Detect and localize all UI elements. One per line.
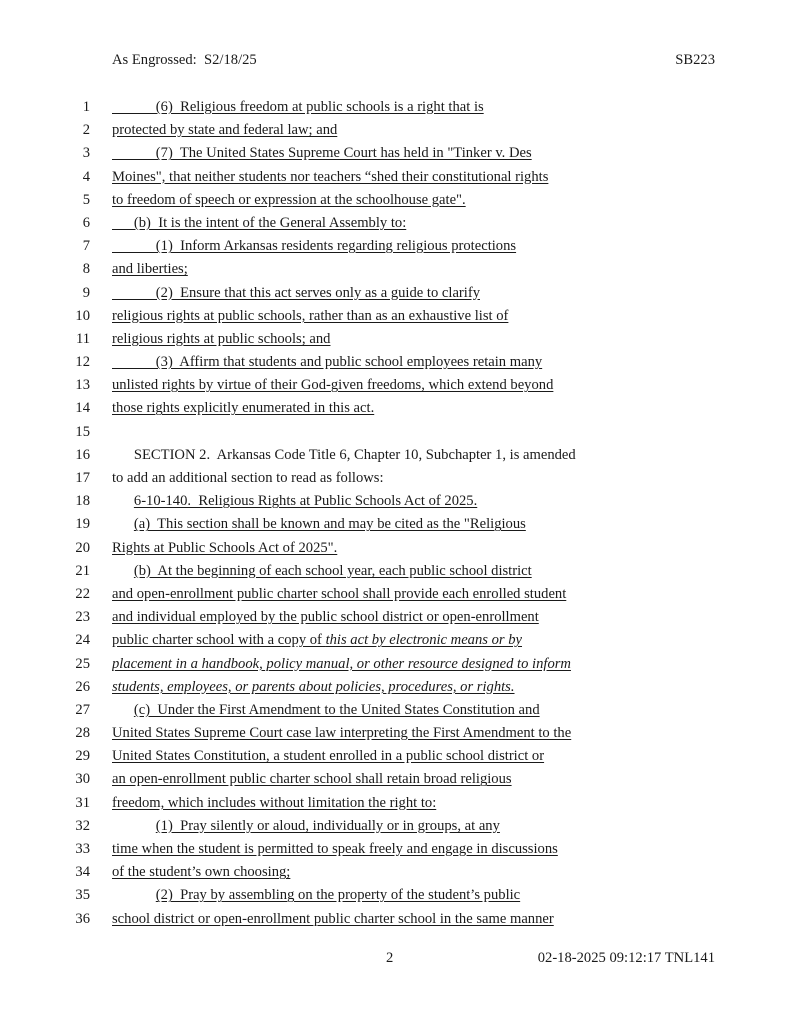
bill-line <box>0 861 791 884</box>
line-text-segment: this act by electronic means or by <box>325 632 523 649</box>
bill-line <box>0 351 791 374</box>
line-number: 29 <box>75 748 90 765</box>
line-text <box>112 351 721 374</box>
bill-text-body <box>0 96 791 931</box>
line-text-segment: (2) Pray by assembling on the property of the student’s public <box>155 887 521 904</box>
bill-line <box>0 374 791 397</box>
line-text-segment: United States Supreme Court case law interpreting the First Amendment to the <box>112 725 572 742</box>
line-text-segment: (1) Pray silently or aloud, individually or in groups, at any <box>155 817 500 834</box>
bill-line <box>0 305 791 328</box>
line-number: 25 <box>75 655 90 672</box>
line-number: 15 <box>75 423 90 440</box>
line-text <box>112 328 721 351</box>
bill-line <box>0 96 791 119</box>
line-text-segment: (2) Ensure that this act serves only as a guide to clarify <box>112 284 480 301</box>
line-number: 33 <box>75 841 90 857</box>
bill-line <box>0 815 791 838</box>
line-text <box>112 490 721 513</box>
bill-line <box>0 119 791 142</box>
bill-line <box>0 884 791 907</box>
line-text-segment <box>112 818 156 834</box>
line-number: 19 <box>75 516 90 533</box>
line-text-segment: an open-enrollment public charter school shall retain broad religious <box>112 771 512 788</box>
line-number: 14 <box>75 400 90 417</box>
line-text-segment <box>112 516 134 532</box>
bill-line <box>0 768 791 791</box>
line-number: 27 <box>75 701 90 718</box>
line-number: 24 <box>75 632 90 649</box>
line-text-segment: public charter school with a copy of <box>112 632 326 649</box>
bill-line <box>0 629 791 652</box>
bill-line <box>0 490 791 513</box>
line-text-segment: and open-enrollment public charter school shall provide each enrolled student <box>112 585 567 602</box>
engrossed-header: As Engrossed: S2/18/25 <box>112 52 257 68</box>
line-text <box>112 861 721 884</box>
line-text <box>112 282 721 305</box>
line-text <box>112 235 721 258</box>
line-number: 28 <box>75 725 90 742</box>
line-text-segment: unlisted rights by virtue of their God-given freedoms, which extend beyond <box>112 377 554 394</box>
line-text-segment: Rights at Public Schools Act of 2025". <box>112 539 338 556</box>
line-text-segment: protected by state and federal law; and <box>112 122 338 139</box>
line-text <box>112 397 721 420</box>
line-number: 3 <box>82 145 90 162</box>
bill-line <box>0 258 791 281</box>
bill-line <box>0 282 791 305</box>
line-text <box>112 606 721 629</box>
bill-line <box>0 606 791 629</box>
line-text <box>112 699 721 722</box>
line-text <box>112 96 721 119</box>
line-number: 34 <box>75 864 90 881</box>
line-number: 21 <box>75 562 90 579</box>
line-text-segment: religious rights at public schools; and <box>112 330 331 347</box>
line-number: 30 <box>75 771 90 788</box>
bill-line <box>0 722 791 745</box>
line-text-segment: to freedom of speech or expression at the schoolhouse gate". <box>112 191 466 208</box>
line-text <box>112 513 721 536</box>
line-text-segment: freedom, which includes without limitation the right to: <box>112 794 437 811</box>
line-text-segment: students, employees, or parents about policies, procedures, or rights. <box>112 678 515 695</box>
line-text-segment: and liberties; <box>112 261 188 278</box>
line-text <box>112 815 721 838</box>
line-text <box>112 142 721 165</box>
line-text-segment: those rights explicitly enumerated in this act. <box>112 400 375 417</box>
bill-line <box>0 212 791 235</box>
bill-line <box>0 908 791 931</box>
line-text <box>112 745 721 768</box>
line-number: 4 <box>82 168 90 185</box>
line-number: 1 <box>82 99 90 115</box>
line-number: 5 <box>82 191 90 208</box>
bill-line <box>0 653 791 676</box>
line-text <box>112 119 721 142</box>
bill-line <box>0 676 791 699</box>
line-text-segment: 6-10-140. Religious Rights at Public Schools Act of 2025. <box>133 493 478 510</box>
line-text-segment: of the student’s own choosing; <box>112 864 291 881</box>
bill-line <box>0 467 791 490</box>
line-text <box>112 884 721 907</box>
line-text <box>112 305 721 328</box>
line-text <box>112 537 721 560</box>
line-text <box>112 166 721 189</box>
line-number: 20 <box>75 539 90 556</box>
document-stamp: 02-18-2025 09:12:17 TNL141 <box>537 950 715 966</box>
bill-line <box>0 189 791 212</box>
line-number: 23 <box>75 609 90 626</box>
bill-line <box>0 792 791 815</box>
line-text-segment: (3) Affirm that students and public school employees retain many <box>112 354 543 371</box>
line-text <box>112 768 721 791</box>
line-number: 2 <box>82 122 90 139</box>
line-text-segment: (6) Religious freedom at public schools is a right that is <box>112 99 484 115</box>
bill-line <box>0 166 791 189</box>
line-text <box>112 676 721 699</box>
bill-line <box>0 583 791 606</box>
line-number: 12 <box>75 354 90 371</box>
bill-line <box>0 444 791 467</box>
line-text <box>112 560 721 583</box>
line-number: 22 <box>75 585 90 602</box>
bill-line <box>0 397 791 420</box>
line-number: 35 <box>75 887 90 904</box>
line-text <box>112 444 721 467</box>
line-text <box>112 189 721 212</box>
line-number: 36 <box>75 910 90 927</box>
bill-number: SB223 <box>675 52 715 68</box>
line-text-segment <box>112 702 134 718</box>
line-text <box>112 653 721 676</box>
line-text-segment <box>112 493 134 509</box>
line-text <box>112 792 721 815</box>
line-number: 8 <box>82 261 90 278</box>
line-text-segment: (7) The United States Supreme Court has held in "Tinker v. Des <box>112 145 532 162</box>
line-text <box>112 583 721 606</box>
bill-line <box>0 838 791 861</box>
bill-line <box>0 699 791 722</box>
line-number: 6 <box>82 214 90 231</box>
line-number: 32 <box>75 817 90 834</box>
line-text-segment: (1) Inform Arkansas residents regarding religious protections <box>112 238 517 255</box>
line-number: 17 <box>75 470 90 486</box>
line-text-segment: and individual employed by the public school district or open-enrollment <box>112 609 539 626</box>
line-text-segment: placement in a handbook, policy manual, or other resource designed to inform <box>112 655 571 672</box>
line-text <box>112 722 721 745</box>
line-number: 18 <box>75 493 90 510</box>
bill-line <box>0 142 791 165</box>
line-text-segment: SECTION 2. Arkansas Code Title 6, Chapter 10, Subchapter 1, is amended <box>112 446 576 463</box>
line-text <box>112 212 721 235</box>
bill-line <box>0 235 791 258</box>
line-text-segment <box>112 887 156 903</box>
bill-line <box>0 560 791 583</box>
page-number: 2 <box>386 950 394 966</box>
line-text-segment: (a) This section shall be known and may be cited as the "Religious <box>133 516 526 533</box>
line-number: 13 <box>75 377 90 394</box>
line-number: 7 <box>82 238 90 255</box>
line-text-segment: to add an additional section to read as follows: <box>112 470 384 486</box>
line-number: 11 <box>75 330 90 347</box>
line-text <box>112 258 721 281</box>
line-text-segment <box>112 563 134 579</box>
bill-line <box>0 328 791 351</box>
line-text-segment: religious rights at public schools, rather than as an exhaustive list of <box>112 307 509 324</box>
bill-line <box>0 745 791 768</box>
line-text <box>112 838 721 861</box>
line-number: 26 <box>75 678 90 695</box>
line-text-segment: (b) At the beginning of each school year, each public school district <box>133 562 532 579</box>
line-text <box>112 467 721 490</box>
bill-line <box>0 421 791 444</box>
bill-line <box>0 537 791 560</box>
line-number: 9 <box>82 284 90 301</box>
line-text-segment: (c) Under the First Amendment to the United States Constitution and <box>133 701 540 718</box>
line-number: 16 <box>75 446 90 463</box>
line-number: 31 <box>75 794 90 811</box>
line-text-segment: United States Constitution, a student enrolled in a public school district or <box>112 748 545 765</box>
line-text-segment: Moines", that neither students nor teachers “shed their constitutional rights <box>112 168 549 185</box>
line-text-segment: (b) It is the intent of the General Assembly to: <box>112 214 407 231</box>
line-text <box>112 908 721 931</box>
line-text-segment: school district or open-enrollment public charter school in the same manner <box>112 910 554 927</box>
line-text <box>112 374 721 397</box>
line-text-segment: time when the student is permitted to speak freely and engage in discussions <box>112 841 558 857</box>
bill-line <box>0 513 791 536</box>
line-number: 10 <box>75 307 90 324</box>
line-text <box>112 629 721 652</box>
